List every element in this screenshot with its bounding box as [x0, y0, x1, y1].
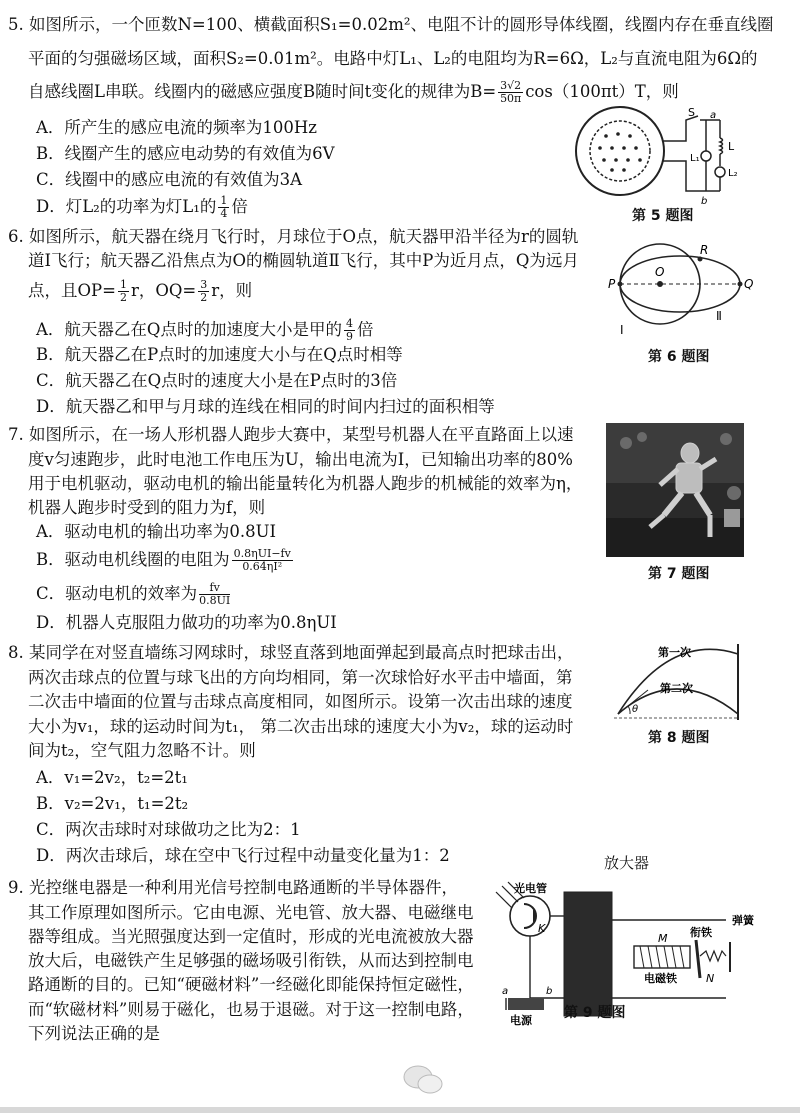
q7-option-c: C．驱动电机的效率为 $\frac{fv}{0.8UI}$	[36, 581, 231, 607]
svg-text:第一次: 第一次	[658, 646, 691, 659]
svg-text:Q: Q	[744, 277, 754, 291]
svg-text:M: M	[658, 932, 668, 945]
q8-figure-caption: 第 8 题图	[648, 730, 710, 746]
q7-stem-line-4: 机器人跑步时受到的阻力为f，则	[28, 498, 266, 517]
q9-armature	[696, 940, 700, 978]
q6-option-c: C．航天器乙在Q点时的速度大小是在P点时的3倍	[36, 371, 398, 390]
svg-text:光电管: 光电管	[514, 882, 547, 895]
svg-text:b: b	[546, 986, 553, 997]
q7-stem-line-2: 度v匀速跑步，此时电池工作电压为U，输出电流为I，已知输出功率的80%	[28, 450, 573, 469]
q5-stem-line-1: 5. 如图所示，一个匝数N=100、横截面积S₁=0.02m²、电阻不计的圆形导体线圈，线圈内存在垂直线圈	[8, 15, 774, 34]
svg-text:第二次: 第二次	[660, 682, 693, 695]
q5-d-fraction: $\frac{1}{4}$	[220, 194, 228, 220]
svg-text:衔铁: 衔铁	[690, 926, 712, 939]
q8-stem-line-1: 8. 某同学在对竖直墙练习网球时，球竖直落到地面弹起到最高点时把球击出，	[8, 643, 574, 662]
q9-stem-line-4: 放大后，电磁铁产生足够强的磁场吸引衔铁，从而达到控制电	[28, 951, 474, 970]
q5-inductor	[720, 138, 723, 154]
q7-option-d: D．机器人克服阻力做功的功率为0.8ηUI	[36, 613, 337, 632]
q9-relay-circuit-figure	[494, 880, 764, 1028]
q8-option-a: A．v₁=2v₂，t₂=2t₁	[36, 768, 188, 787]
svg-text:Ⅰ: Ⅰ	[620, 323, 624, 337]
bottom-scan-strip	[0, 1107, 800, 1113]
q9-power-source	[508, 998, 544, 1010]
q8-stem-line-2: 两次击球点的位置与球飞出的方向均相同，第一次球恰好水平击中墙面，第	[28, 668, 573, 687]
q6-stem-line-1: 6. 如图所示，航天器在绕月飞行时，月球位于O点，航天器甲沿半径为r的圆轨	[8, 227, 579, 246]
q8-trajectory-figure	[610, 640, 750, 722]
q5-circuit-figure	[570, 106, 760, 216]
q7-stem-line-3: 用于电机驱动，驱动电机的输出能量转化为机器人跑步的机械能的效率为η，	[28, 474, 583, 493]
q9-stem-line-5: 路通断的目的。已知“硬磁材料”一经磁化即能保持恒定磁性，	[28, 975, 474, 994]
q9-figure-caption: 第 9 题图	[564, 1005, 626, 1021]
svg-text:Ⅱ: Ⅱ	[716, 309, 722, 323]
q7-figure-caption: 第 7 题图	[648, 566, 710, 582]
q6-option-a: A．航天器乙在Q点时的加速度大小是甲的 $\frac{4}{9}$ 倍	[36, 317, 374, 343]
q6-orbit-figure	[608, 238, 768, 338]
q5-label-s: S	[688, 106, 695, 119]
q6-figure-caption: 第 6 题图	[648, 349, 710, 365]
q5-option-d: D．灯L₂的功率为灯L₁的 $\frac{1}{4}$ 倍	[36, 194, 248, 220]
svg-text:K: K	[538, 922, 546, 935]
q8-option-b: B．v₂=2v₁，t₁=2t₂	[36, 794, 189, 813]
q5-lamp-l2	[715, 167, 725, 177]
q6-stem-line-3: 点，且OP= $\frac{1}{2}$ r，OQ= $\frac{3}{2}$ r，则	[28, 278, 253, 304]
svg-text:L₂: L₂	[728, 168, 738, 179]
q9-stem-line-3: 器等组成。当光照强度达到一定值时，形成的光电流被放大器	[28, 927, 474, 946]
q5-figure-caption: 第 5 题图	[632, 208, 694, 224]
svg-text:N: N	[706, 972, 715, 985]
q5-lamp-l1	[701, 151, 711, 161]
svg-text:a: a	[502, 986, 509, 997]
q9-stem-line-7: 下列说法正确的是	[28, 1024, 160, 1043]
q8-option-c: C．两次击球时对球做功之比为2：1	[36, 820, 301, 839]
svg-text:a: a	[710, 110, 717, 121]
svg-text:P: P	[608, 277, 616, 291]
chat-logo-watermark	[400, 1062, 446, 1096]
q5-switch	[662, 116, 698, 141]
q6-option-d: D．航天器乙和甲与月球的连线在相同的时间内扫过的面积相等	[36, 397, 495, 416]
q5-field-dots	[598, 132, 642, 172]
q7-option-a: A．驱动电机的输出功率为0.8UI	[36, 522, 277, 541]
svg-text:L₁: L₁	[690, 153, 700, 164]
q7-robot-photo	[606, 423, 744, 557]
svg-text:L: L	[728, 140, 735, 153]
svg-text:弹簧: 弹簧	[732, 914, 754, 927]
svg-text:O: O	[655, 265, 665, 279]
q9-stem-line-2: 其工作原理如图所示。它由电源、光电管、放大器、电磁继电	[28, 903, 474, 922]
q9-stem-line-6: 而“软磁材料”则易于磁化，也易于退磁。对于这一控制电路，	[28, 1000, 474, 1019]
q5-option-c: C．线圈中的感应电流的有效值为3A	[36, 170, 303, 189]
q9-spring	[700, 951, 726, 961]
q8-stem-line-4: 大小为v₁，球的运动时间为t₁， 第二次击出球的速度大小为v₂，球的运动时	[28, 717, 574, 736]
q6-stem-line-2: 道Ⅰ飞行；航天器乙沿焦点为O的椭圆轨道Ⅱ飞行，其中P为近月点，Q为远月	[28, 251, 579, 270]
q7-stem-line-1: 7. 如图所示，在一场人形机器人跑步大赛中，某型号机器人在平直路面上以速	[8, 425, 574, 444]
q9-amplifier-box	[564, 892, 612, 1016]
q5-option-a: A．所产生的感应电流的频率为100Hz	[36, 118, 317, 137]
svg-text:电源: 电源	[510, 1014, 532, 1027]
q6-option-b: B．航天器乙在P点时的加速度大小与在Q点时相等	[36, 345, 403, 364]
svg-text:θ: θ	[632, 704, 639, 715]
q5-stem-line-3: 自感线圈L串联。线圈内的磁感应强度B随时间t变化的规律为B= $\frac{3√2}{50\pi}$ cos（100πt）T，则	[28, 79, 679, 105]
q6-moon	[657, 281, 663, 287]
svg-text:R: R	[700, 243, 709, 257]
q5-coil-outer	[576, 107, 664, 195]
q9-stem-line-1: 9. 光控继电器是一种利用光信号控制电路通断的半导体器件，	[8, 878, 458, 897]
q8-stem-line-3: 二次击中墙面的位置与击球点高度相同，如图所示。设第一次击出球的速度	[28, 692, 573, 711]
q7-option-b: B．驱动电机线圈的电阻为 $\frac{\text{0.8ηUI−fv}}{\text{0.64ηI²}}$	[36, 547, 291, 573]
q5-option-b: B．线圈产生的感应电动势的有效值为6V	[36, 144, 335, 163]
q5-stem-line-2: 平面的匀强磁场区域，面积S₂=0.01m²。电路中灯L₁、L₂的电阻均为R=6Ω，L₂与直流电阻为6Ω的	[28, 49, 758, 68]
q8-option-d: D．两次击球后，球在空中飞行过程中动量变化量为1：2	[36, 846, 450, 865]
q5-field-region	[590, 121, 650, 181]
q9-amplifier-label: 放大器	[604, 854, 650, 872]
q5-b-fraction: $\frac{3√2}{50\pi}$	[500, 79, 522, 105]
svg-text:b: b	[701, 196, 708, 207]
q8-stem-line-5: 间为t₂，空气阻力忽略不计。则	[28, 741, 256, 760]
svg-text:电磁铁: 电磁铁	[644, 972, 677, 985]
